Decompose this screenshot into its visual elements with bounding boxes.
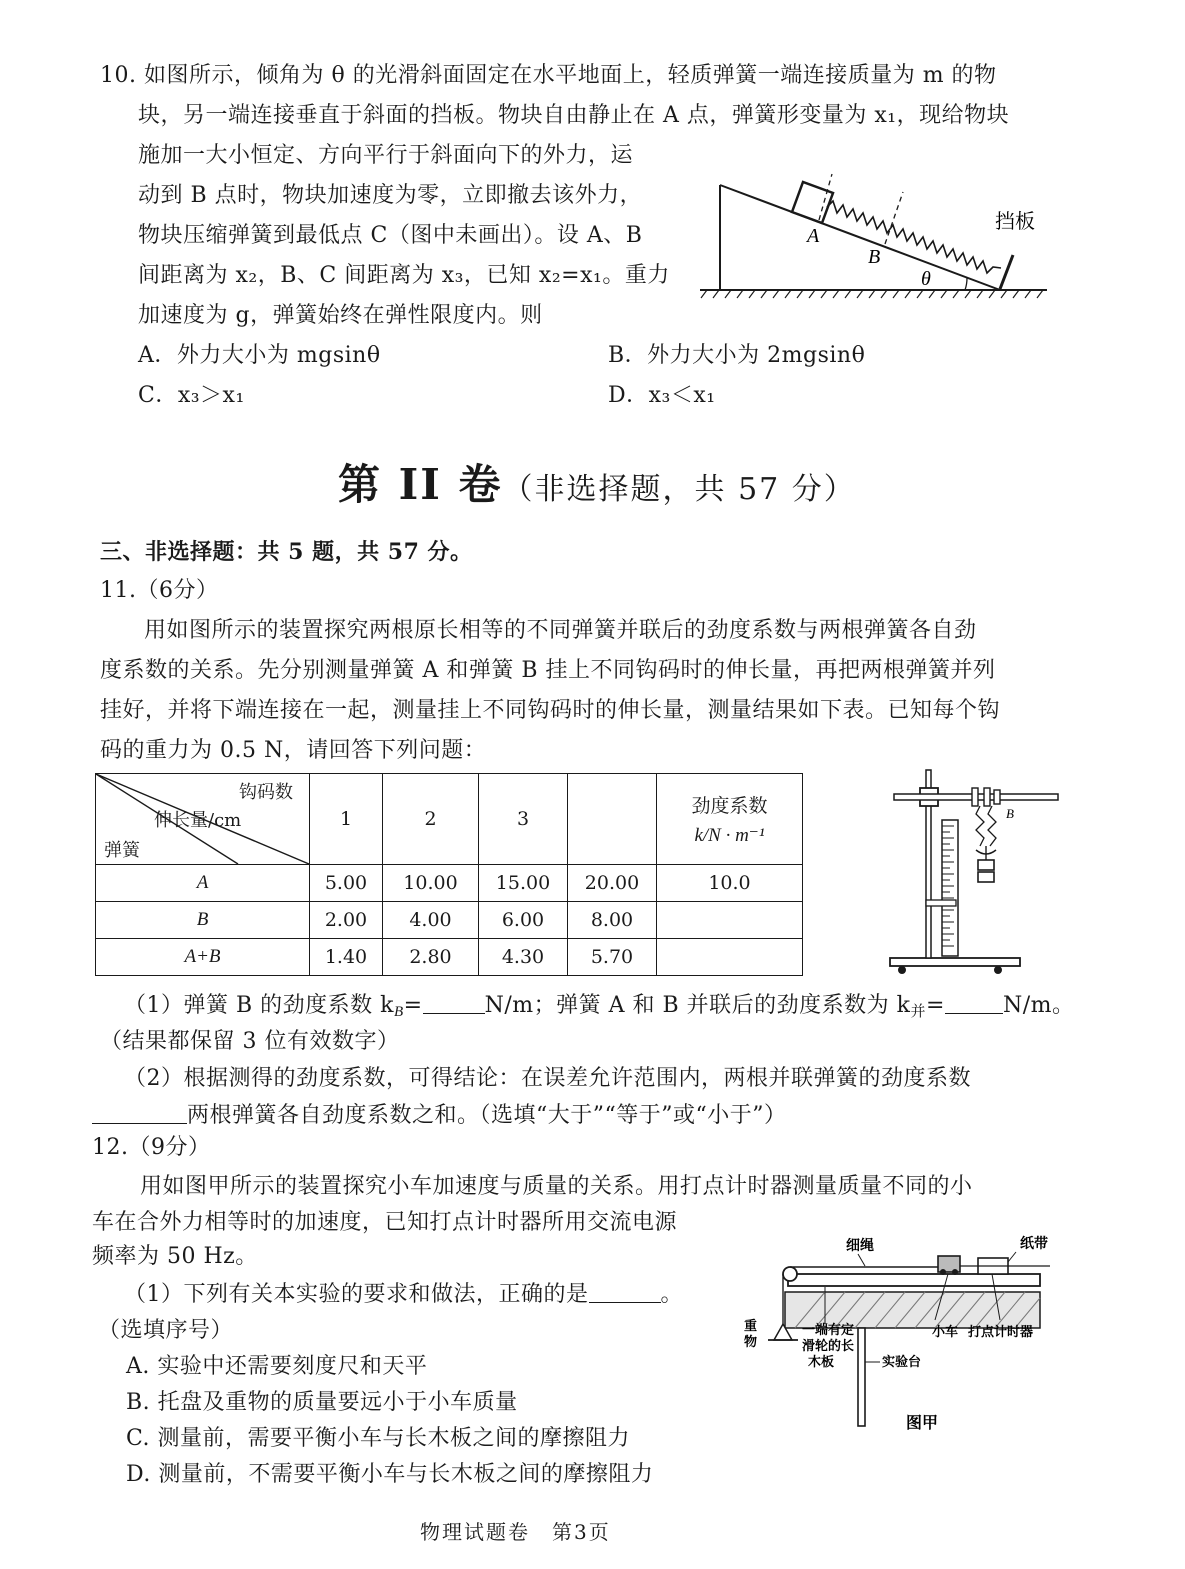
dash-line-b (885, 192, 903, 244)
section-heading: 三、非选择题：共 5 题，共 57 分。 (100, 539, 473, 565)
q11-part1-b: = (403, 993, 423, 1018)
table-header-row (96, 774, 803, 865)
cell: 10.0 (657, 865, 803, 902)
col-header-2: 2 (383, 774, 479, 865)
label-weight-1: 重 (744, 1319, 758, 1334)
incline-surface (720, 185, 1000, 290)
spring-stand-figure (880, 762, 1080, 980)
q12-stem-line-2: 车在合外力相等时的加速度，已知打点计时器所用交流电源 (92, 1210, 678, 1235)
q11-part1-e: N/m。 (1002, 993, 1075, 1018)
cell (657, 939, 803, 976)
cell: 4.30 (479, 939, 568, 976)
cell: 10.00 (383, 865, 479, 902)
leader-rope (858, 1254, 865, 1266)
table-row (96, 939, 803, 976)
corner-label-stretch: 伸长量/cm (154, 810, 242, 831)
spring-data-table (95, 773, 803, 976)
q11-part2-text: 两根弹簧各自劲度系数之和。（选填“大于”“等于”或“小于”） (187, 1103, 787, 1128)
q12-option-c: C. 测量前，需要平衡小车与长木板之间的摩擦阻力 (126, 1426, 631, 1451)
conclusion-answer-blank[interactable] (92, 1101, 187, 1124)
arm-knob-2 (984, 788, 990, 806)
label-bench: 实验台 (882, 1355, 922, 1370)
q11-part1-note: （结果都保留 3 位有效数字） (100, 1029, 400, 1054)
cell: 20.00 (568, 865, 657, 902)
weight-1 (978, 860, 994, 870)
q11-part1-sub-bing: 并 (910, 1004, 926, 1020)
label-b: B (868, 246, 881, 268)
col-header-1: 1 (310, 774, 383, 865)
q11-number: 11.（6分） (100, 578, 219, 603)
stand-base (890, 958, 1020, 966)
ruler-clamp (926, 900, 956, 906)
section-title-sub: （非选择题，共 57 分） (502, 472, 856, 507)
label-rope: 细绳 (846, 1238, 874, 1254)
kb-answer-blank[interactable] (423, 991, 485, 1014)
spring (827, 201, 1001, 273)
q10-stem-line-5: 物块压缩弹簧到最低点 C（图中未画出）。设 A、B (138, 223, 643, 248)
q10-stem-line-6: 间距离为 x₂，B、C 间距离为 x₃，已知 x₂=x₁。重力 (138, 263, 670, 288)
label-a: A (807, 225, 820, 247)
arm-knob-3 (994, 790, 1000, 804)
q12-option-a: A. 实验中还需要刻度尺和天平 (126, 1354, 428, 1379)
q12-stem-line-3: 频率为 50 Hz。 (92, 1244, 258, 1269)
q12-part1-a: （1）下列有关本实验的要求和做法，正确的是 (124, 1282, 589, 1307)
q10-stem-line-4: 动到 B 点时，物块加速度为零，立即撤去该外力， (138, 183, 643, 208)
label-board-1: 一端有定 (802, 1323, 855, 1338)
bench-leg (858, 1328, 865, 1426)
q12-answer-blank[interactable] (589, 1280, 661, 1303)
q10-stem-line-1: 10. 如图所示，倾角为 θ 的光滑斜面固定在水平地面上，轻质弹簧一端连接质量为 m 的物 (100, 63, 997, 88)
label-board-3: 木板 (808, 1355, 835, 1370)
incline-figure (695, 160, 1055, 305)
spring-b (988, 806, 996, 846)
cart-apparatus-figure (740, 1232, 1060, 1442)
stand-foot-right (994, 966, 1002, 974)
cell: 5.00 (310, 865, 383, 902)
q12-number: 12.（9分） (92, 1135, 211, 1160)
figure-caption: 图甲 (906, 1413, 939, 1432)
col-header-3: 3 (479, 774, 568, 865)
q11-part1-sub-b: B (393, 1004, 404, 1020)
table-corner-cell (96, 774, 310, 865)
label-cart: 小车 (932, 1325, 959, 1340)
q11-part1 (124, 991, 1074, 1027)
pulley (783, 1267, 797, 1281)
section-title (338, 460, 856, 515)
q10-stem-line-2: 块，另一端连接垂直于斜面的挡板。物块自由静止在 A 点，弹簧形变量为 x₁，现给物块 (138, 103, 1010, 128)
q10-option-d: D．x₃＜x₁ (608, 383, 716, 408)
label-weight-2: 物 (744, 1335, 758, 1350)
q12-option-b: B. 托盘及重物的质量要远小于小车质量 (126, 1390, 518, 1415)
label-theta: θ (921, 268, 931, 290)
baffle (1000, 255, 1013, 289)
q12-part1-note: （选填序号） (98, 1318, 234, 1343)
k-parallel-answer-blank[interactable] (945, 991, 1003, 1014)
label-baffle: 挡板 (995, 209, 1035, 233)
q11-stem-line-2: 度系数的关系。先分别测量弹簧 A 和弹簧 B 挂上不同钩码时的伸长量，再把两根弹簧并列 (100, 658, 996, 683)
label-timer: 打点计时器 (968, 1325, 1034, 1340)
cell: 4.00 (383, 902, 479, 939)
cell (657, 902, 803, 939)
q10-option-b: B．外力大小为 2mgsinθ (608, 343, 866, 368)
weight-2 (978, 872, 994, 882)
label-spring-b: B (1006, 806, 1014, 821)
label-board-2: 滑轮的长 (802, 1339, 855, 1354)
q11-stem-line-4: 码的重力为 0.5 N，请回答下列问题： (100, 738, 487, 763)
q11-part2-line-1: （2）根据测得的劲度系数，可得结论：在误差允许范围内，两根并联弹簧的劲度系数 (124, 1066, 971, 1091)
q11-part1-d: = (926, 993, 945, 1018)
table-row (96, 865, 803, 902)
q11-part1-c: N/m；弹簧 A 和 B 并联后的劲度系数为 k (484, 993, 911, 1018)
q12-option-d: D. 测量前，不需要平衡小车与长木板之间的摩擦阻力 (126, 1462, 654, 1487)
long-board (788, 1274, 1040, 1286)
q11-part1-a: （1）弹簧 B 的劲度系数 k (124, 993, 394, 1018)
row-name-b: B (96, 902, 310, 939)
q10-stem-line-3: 施加一大小恒定、方向平行于斜面向下的外力，运 (138, 143, 634, 168)
cell: 1.40 (310, 939, 383, 976)
section-title-main: 第 II 卷 (338, 460, 503, 509)
row-name-a: A (96, 865, 310, 902)
table-row (96, 902, 803, 939)
arm-knob-1 (972, 788, 978, 806)
angle-arc (965, 278, 967, 290)
q10-stem-line-7: 加速度为 g，弹簧始终在弹性限度内。则 (138, 303, 543, 328)
label-tape: 纸带 (1020, 1236, 1048, 1252)
page-footer: 物理试题卷 第3页 (420, 1520, 611, 1544)
cart-wheel-2 (952, 1269, 958, 1275)
cell: 5.70 (568, 939, 657, 976)
q11-stem-line-1: 用如图所示的装置探究两根原长相等的不同弹簧并联后的劲度系数与两根弹簧各自劲 (144, 618, 977, 643)
ground-hatch (701, 290, 1043, 298)
block (792, 182, 833, 223)
cell: 8.00 (568, 902, 657, 939)
corner-label-hooks: 钩码数 (239, 782, 293, 803)
q10-option-c: C．x₃＞x₁ (138, 383, 245, 408)
ruler (942, 820, 958, 956)
q10-option-a: A．外力大小为 mgsinθ (138, 343, 381, 368)
q12-stem-line-1: 用如图甲所示的装置探究小车加速度与质量的关系。用打点计时器测量质量不同的小 (140, 1174, 973, 1199)
stand-foot-left (898, 966, 906, 974)
cart-wheel-1 (940, 1269, 946, 1275)
col-header-k-title: 劲度系数 (691, 795, 768, 817)
spring-a (976, 806, 984, 846)
col-header-4 (568, 774, 657, 865)
cell: 15.00 (479, 865, 568, 902)
cell: 6.00 (479, 902, 568, 939)
q11-part2-line-2 (92, 1101, 786, 1131)
corner-label-spring: 弹簧 (104, 840, 140, 861)
leader-tape (1008, 1252, 1016, 1262)
cell: 2.00 (310, 902, 383, 939)
col-header-k (657, 774, 803, 865)
row-name-ab: A+B (96, 939, 310, 976)
q11-stem-line-3: 挂好，并将下端连接在一起，测量挂上不同钩码时的伸长量，测量结果如下表。已知每个钩 (100, 698, 1001, 723)
q12-part1 (124, 1280, 683, 1310)
col-header-k-unit: k/N · m⁻¹ (694, 825, 765, 846)
q12-part1-b: 。 (660, 1282, 684, 1307)
cell: 2.80 (383, 939, 479, 976)
